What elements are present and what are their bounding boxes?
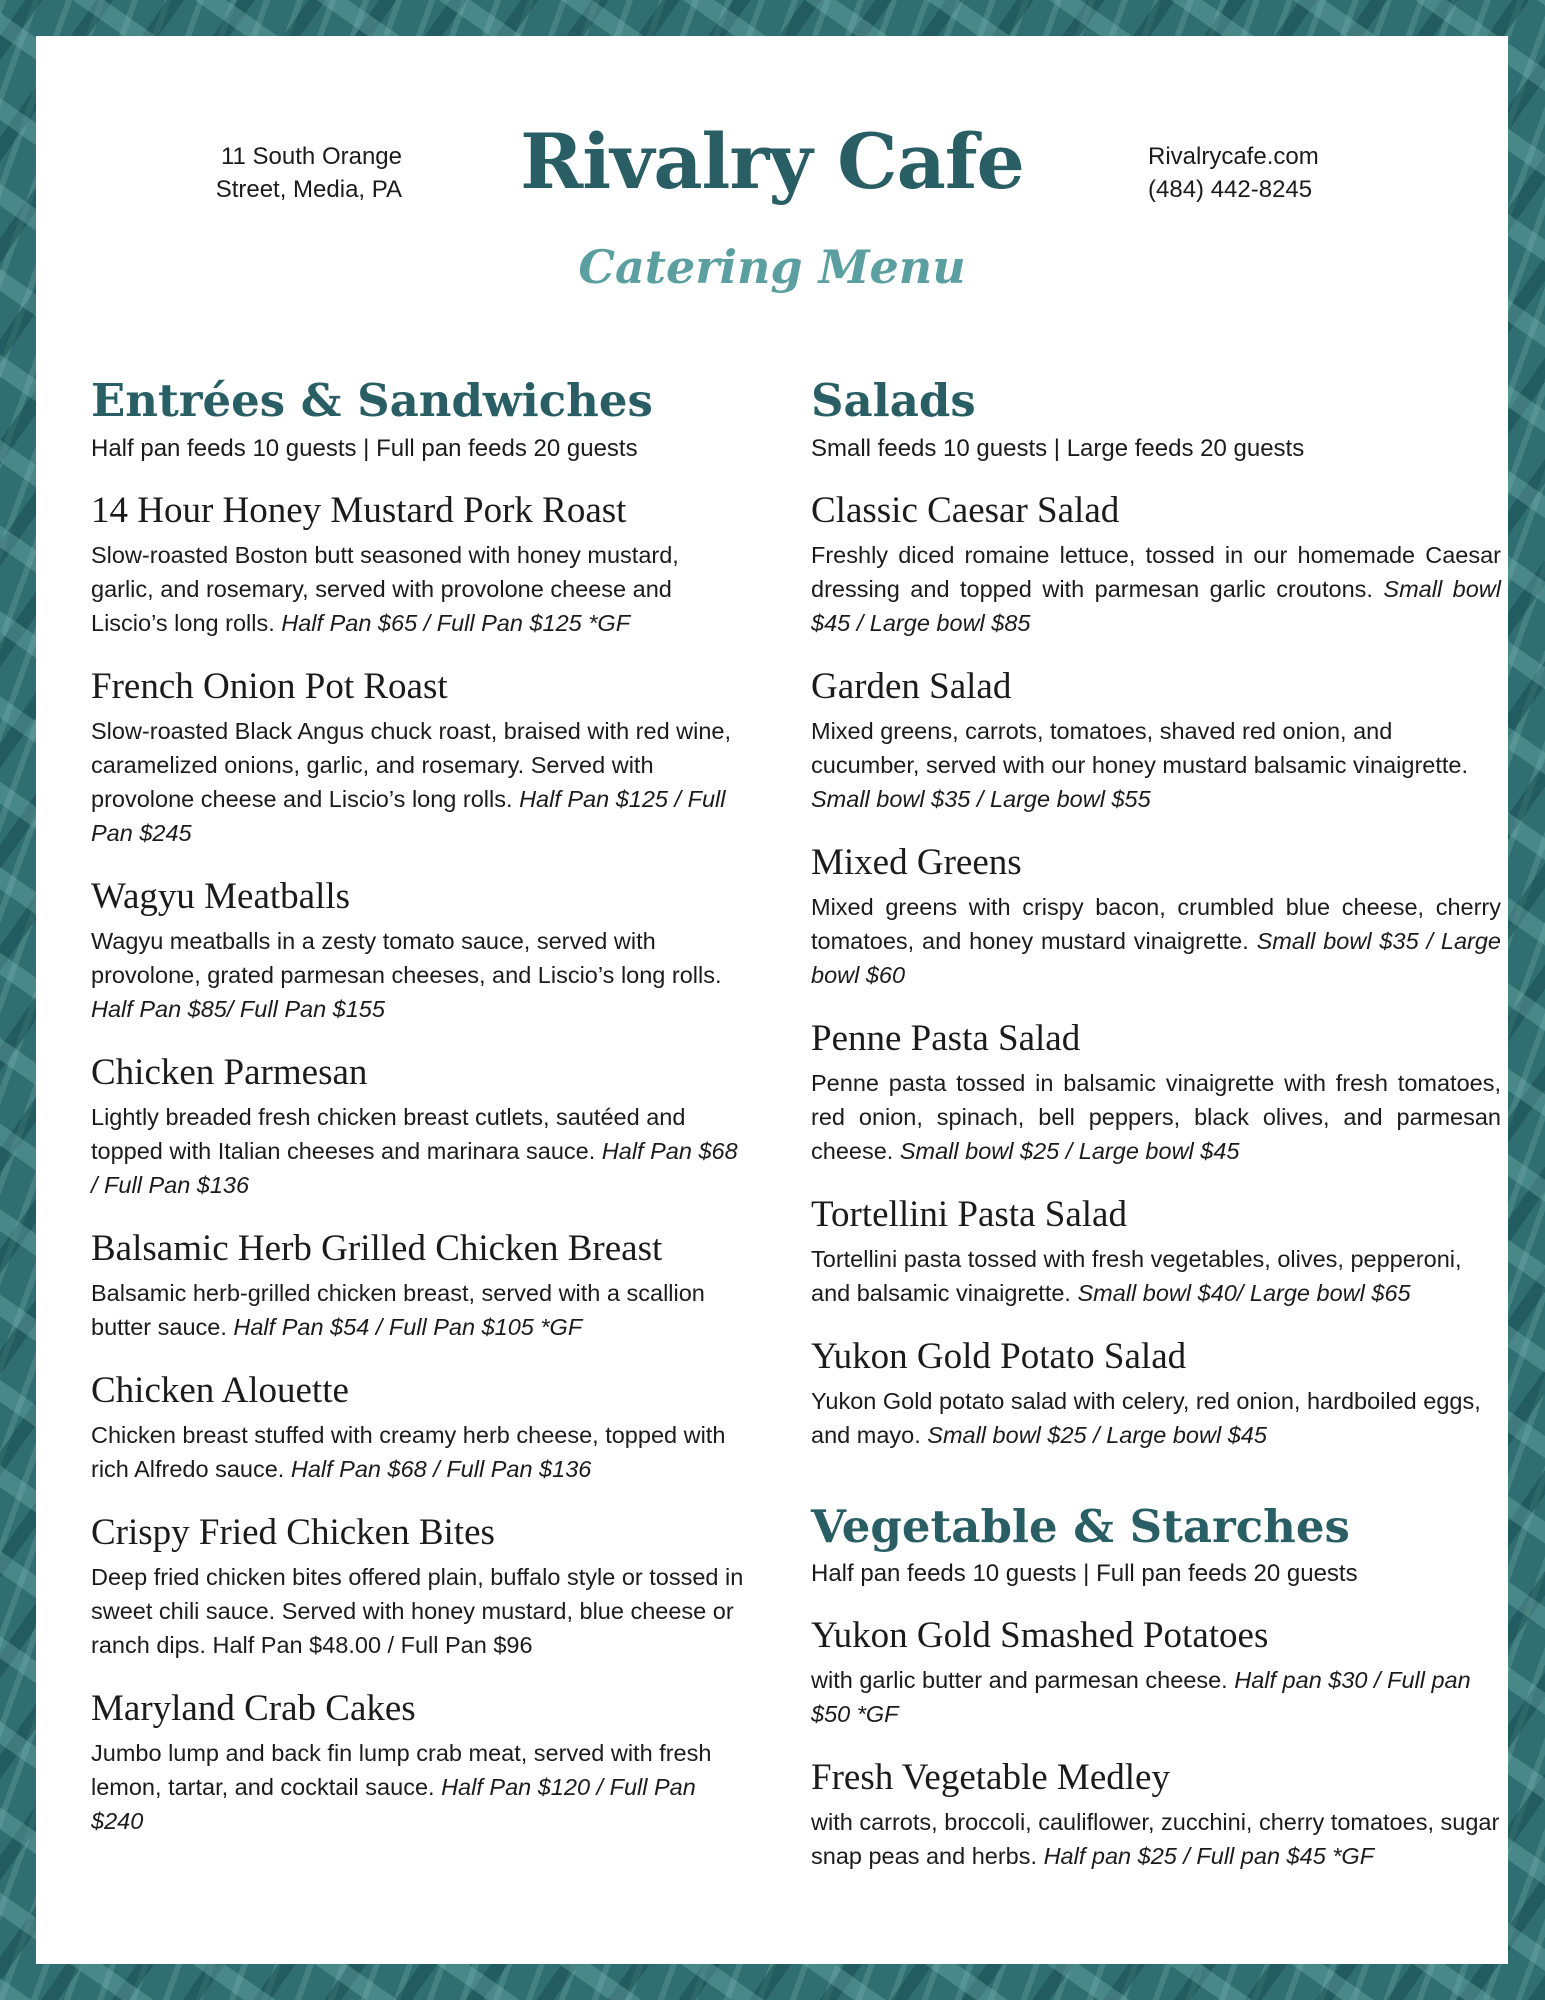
item-desc-text: Mixed greens, carrots, tomatoes, shaved red onion, and cucumber, served with our honey mustard balsamic vinaigrette. <box>811 717 1469 778</box>
item-price: Small bowl $40/ Large bowl $65 <box>1077 1279 1411 1306</box>
item-name: 14 Hour Honey Mustard Pork Roast <box>91 489 627 531</box>
section-subtitle: Half pan feeds 10 guests | Full pan feeds 20 guests <box>811 1560 1358 1587</box>
item-name: French Onion Pot Roast <box>91 665 448 707</box>
menu-item <box>811 1336 1501 1452</box>
item-name: Penne Pasta Salad <box>811 1017 1081 1059</box>
menu-item <box>811 490 1501 640</box>
menu-item <box>811 1615 1501 1731</box>
cafe-title: Rivalry Cafe <box>520 117 1024 206</box>
item-desc-text: Chicken breast stuffed with creamy herb cheese, topped with rich Alfredo sauce. <box>91 1421 726 1482</box>
item-description <box>811 1242 1501 1310</box>
item-price: Small bowl $25 / Large bowl $45 <box>899 1137 1240 1164</box>
right-column <box>811 376 1501 1873</box>
item-price: Half Pan $85/ Full Pan $155 <box>91 995 385 1022</box>
contact-info <box>1148 140 1408 206</box>
item-name: Maryland Crab Cakes <box>91 1687 416 1729</box>
item-desc-text: Yukon Gold potato salad with celery, red onion, hardboiled eggs, and mayo. <box>811 1387 1481 1448</box>
item-description <box>91 538 746 640</box>
section-subtitle: Small feeds 10 guests | Large feeds 20 guests <box>811 434 1305 462</box>
item-desc-text: Slow-roasted Boston butt seasoned with honey mustard, garlic, and rosemary, served with provolone cheese and Liscio’s long rolls. <box>91 541 679 636</box>
item-description <box>91 1560 746 1662</box>
vegetables-section <box>811 1499 1501 1874</box>
section-title: Entrées & Sandwiches <box>91 374 653 427</box>
item-description <box>91 714 746 850</box>
item-price: Half Pan $54 / Full Pan $105 *GF <box>233 1313 583 1340</box>
menu-item <box>811 1757 1501 1873</box>
menu-item <box>91 1512 746 1662</box>
item-desc-text: Lightly breaded fresh chicken breast cutlets, sautéed and topped with Italian cheeses and marinara sauce. <box>91 1103 686 1164</box>
item-description <box>811 890 1501 992</box>
address-line-2: Street, Media, PA <box>215 176 402 203</box>
item-name: Yukon Gold Potato Salad <box>811 1335 1187 1377</box>
menu-item <box>811 842 1501 992</box>
item-price: Half Pan $65 / Full Pan $125 *GF <box>281 609 631 636</box>
item-name: Chicken Alouette <box>91 1369 349 1411</box>
menu-item <box>811 1018 1501 1168</box>
item-name: Balsamic Herb Grilled Chicken Breast <box>91 1227 663 1269</box>
menu-item <box>91 1688 746 1838</box>
item-price: Small bowl $35 / Large bowl $60 <box>811 927 1502 988</box>
item-desc-text: Balsamic herb-grilled chicken breast, served with a scallion butter sauce. <box>91 1279 705 1340</box>
item-desc-text: with garlic butter and parmesan cheese. <box>811 1667 1228 1693</box>
item-description <box>811 1384 1501 1452</box>
menu-item <box>811 666 1501 816</box>
item-description <box>91 924 746 1026</box>
item-name: Yukon Gold Smashed Potatoes <box>811 1615 1269 1656</box>
item-desc-text: Penne pasta tossed in balsamic vinaigrette with fresh tomatoes, red onion, spinach, bell peppers, black olives, and parmesan cheese. <box>811 1069 1501 1164</box>
item-price: Half pan $25 / Full pan $45 *GF <box>1043 1843 1375 1869</box>
item-name: Tortellini Pasta Salad <box>811 1193 1127 1235</box>
section-title: Salads <box>811 374 976 427</box>
item-price: Half Pan $125 / Full Pan $245 <box>91 785 726 846</box>
item-name: Chicken Parmesan <box>91 1051 368 1093</box>
item-price: Half Pan $68 / Full Pan $136 <box>290 1455 592 1482</box>
item-desc-text: Mixed greens with crispy bacon, crumbled blue cheese, cherry tomatoes, and honey mustard vinaigrette. <box>811 893 1501 954</box>
item-name: Garden Salad <box>811 665 1012 707</box>
menu-item <box>91 1370 746 1486</box>
section-subtitle: Half pan feeds 10 guests | Full pan feeds 20 guests <box>91 434 638 462</box>
item-name: Classic Caesar Salad <box>811 489 1120 531</box>
item-name: Wagyu Meatballs <box>91 875 351 917</box>
section-title: Vegetable & Starches <box>811 1499 1350 1553</box>
item-desc-text: Freshly diced romaine lettuce, tossed in our homemade Caesar dressing and topped with parmesan garlic croutons. <box>811 541 1501 602</box>
item-price: Small bowl $25 / Large bowl $45 <box>927 1421 1267 1448</box>
menu-item <box>91 876 746 1026</box>
item-description <box>91 1736 746 1838</box>
entrees-section <box>91 376 746 1838</box>
website-link[interactable]: Rivalrycafe.com <box>1148 143 1319 170</box>
item-desc-text: Deep fried chicken bites offered plain, buffalo style or tossed in sweet chili sauce. Served with honey mustard, blue cheese or ranch dips. Half Pan $48.00 / Full Pan $96 <box>91 1563 744 1658</box>
item-price: Half pan $30 / Full pan $50 *GF <box>811 1667 1471 1727</box>
item-name: Crispy Fried Chicken Bites <box>91 1511 495 1553</box>
menu-item <box>91 490 746 640</box>
item-description <box>811 538 1501 640</box>
phone-number[interactable]: (484) 442-8245 <box>1148 176 1313 203</box>
item-desc-text: Wagyu meatballs in a zesty tomato sauce, served with provolone, grated parmesan cheeses, and Liscio’s long rolls. <box>91 927 722 988</box>
item-description <box>811 1066 1501 1168</box>
menu-item <box>91 1228 746 1344</box>
item-price: Half Pan $120 / Full Pan $240 <box>91 1773 696 1834</box>
item-description <box>811 1805 1501 1873</box>
item-desc-text: with carrots, broccoli, cauliflower, zucchini, cherry tomatoes, sugar snap peas and herbs. <box>811 1809 1500 1869</box>
menu-subtitle: Catering Menu <box>578 240 966 294</box>
item-price: Small bowl $35 / Large bowl $55 <box>811 785 1151 812</box>
item-description <box>811 1663 1501 1731</box>
item-name: Mixed Greens <box>811 841 1022 883</box>
address-line-1: 11 South Orange <box>220 143 402 170</box>
item-desc-text: Jumbo lump and back fin lump crab meat, served with fresh lemon, tartar, and cocktail sauce. <box>91 1739 712 1800</box>
item-description <box>811 714 1501 816</box>
menu-sheet <box>36 36 1508 1964</box>
salads-section <box>811 376 1501 1452</box>
menu-item <box>91 1052 746 1202</box>
item-description <box>91 1100 746 1202</box>
item-price: Half Pan $68 / Full Pan $136 <box>91 1137 738 1198</box>
item-desc-text: Slow-roasted Black Angus chuck roast, braised with red wine, caramelized onions, garlic, and rosemary. Served with provolone cheese and Liscio’s long rolls. <box>91 717 732 812</box>
item-name: Fresh Vegetable Medley <box>811 1757 1170 1798</box>
menu-item <box>811 1194 1501 1310</box>
menu-item <box>91 666 746 850</box>
item-desc-text: Tortellini pasta tossed with fresh vegetables, olives, pepperoni, and balsamic vinaigrette. <box>811 1245 1462 1306</box>
item-description <box>91 1276 746 1344</box>
item-price: Small bowl $45 / Large bowl $85 <box>811 575 1501 636</box>
item-description <box>91 1418 746 1486</box>
